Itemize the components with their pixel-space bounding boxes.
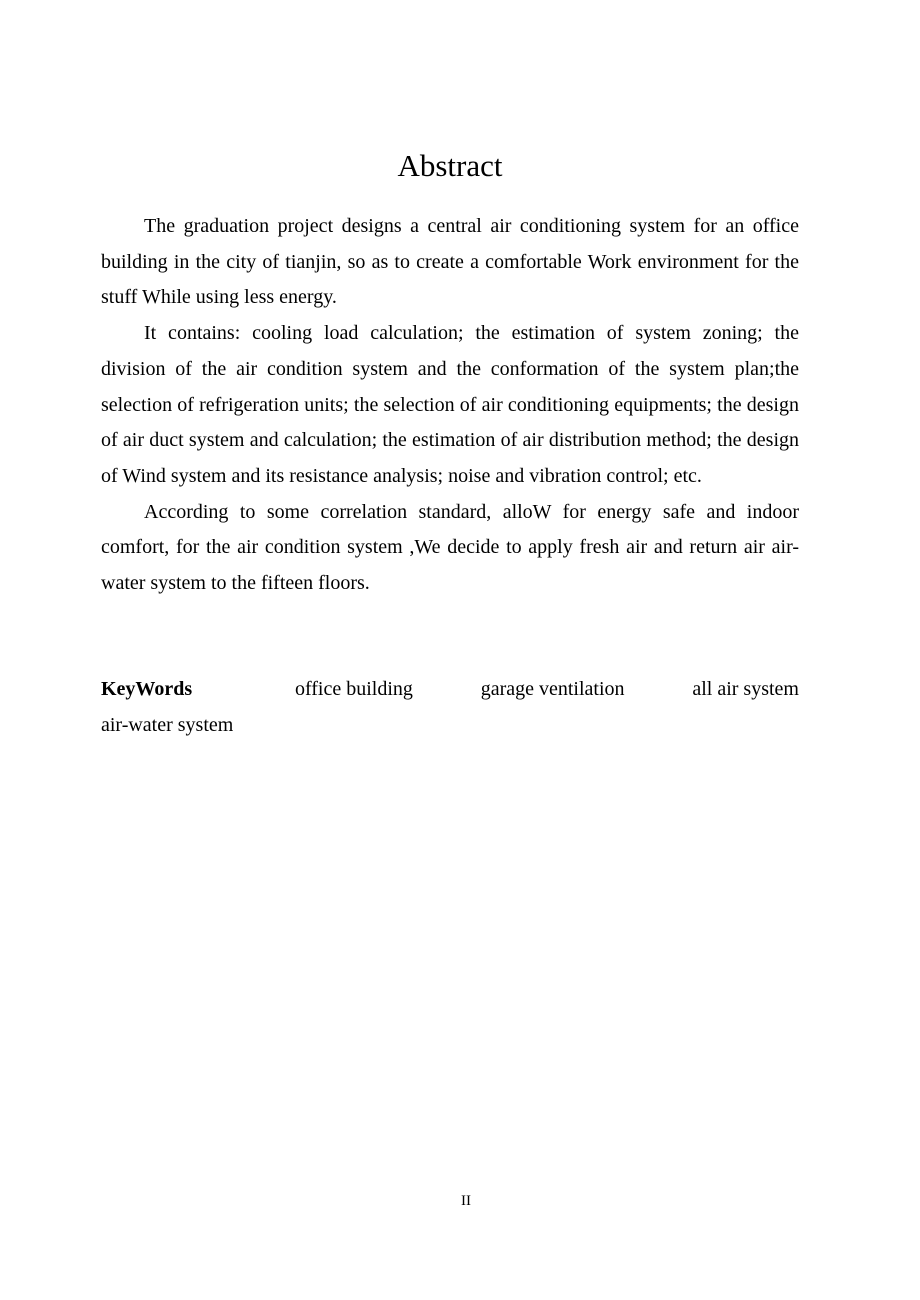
keyword-item: all air system [692, 678, 799, 700]
abstract-paragraph-2: It contains: cooling load calculation; the estimation of system zoning; the division of the air condition system and the conformation of the system plan;the selection of refrigeration units; the selection of air conditioning equipments; the design of air duct system and calculation; the estimation of air distribution method; the design of Wind system and its resistance analysis; noise and vibration control; etc. [101, 322, 799, 487]
abstract-paragraph-1: The graduation project designs a central air conditioning system for an office building in the city of tianjin, so as to create a comfortable Work environment for the stuff While using less energy. [101, 215, 799, 309]
page-title: Abstract [397, 148, 503, 183]
keywords-label: KeyWords [101, 678, 193, 700]
keywords-line [101, 672, 799, 708]
keyword-item: office building [294, 678, 413, 700]
keywords-line-2 [101, 708, 799, 744]
keyword-item: air-water system [101, 713, 234, 736]
keyword-item: garage ventilation [480, 678, 625, 700]
keywords-section [101, 672, 799, 743]
page-number: II [461, 1193, 471, 1209]
abstract-paragraph-3: According to some correlation standard, alloW for energy safe and indoor comfort, for the air condition system ,We decide to apply fresh air and return air air-water system to the fifteen floors. [101, 500, 799, 595]
abstract-body [101, 209, 799, 602]
